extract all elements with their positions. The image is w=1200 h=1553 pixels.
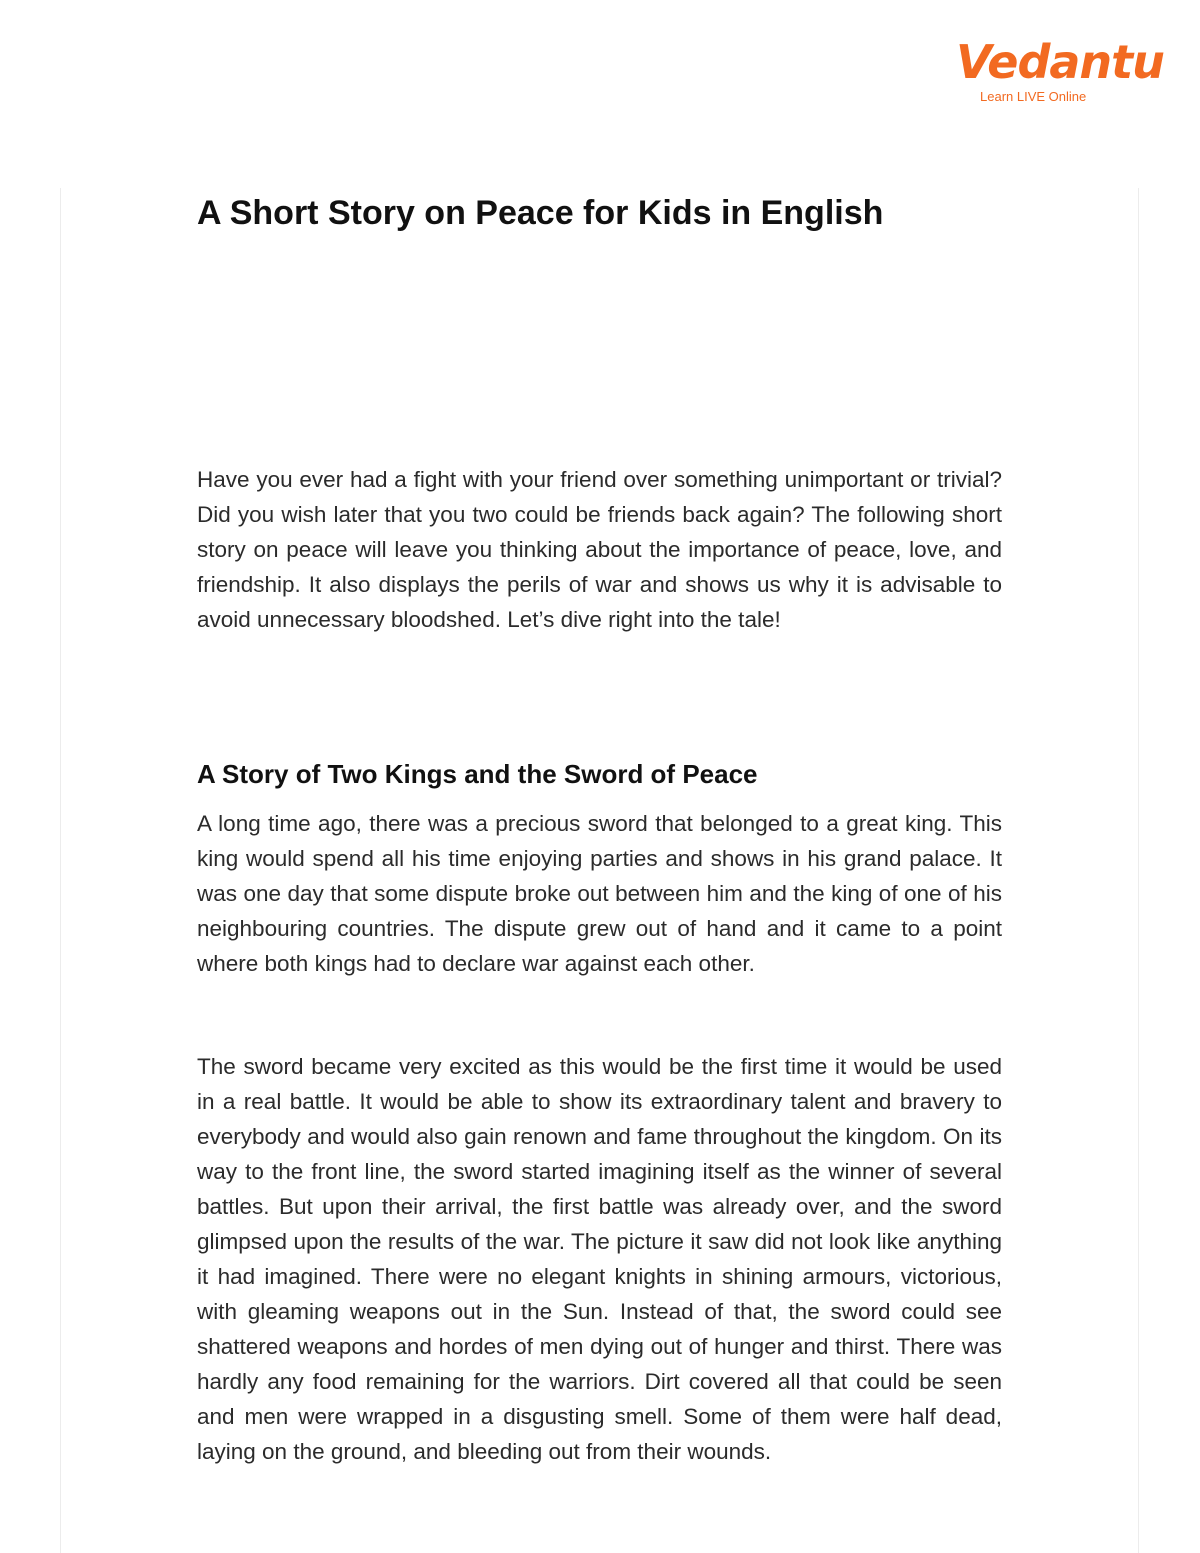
brand-name: Vedantu	[956, 35, 1164, 89]
page-border-right	[1138, 188, 1139, 1553]
brand-tagline: Learn LIVE Online	[980, 89, 1087, 104]
section-heading: A Story of Two Kings and the Sword of Peace	[197, 759, 758, 789]
page-border-left	[60, 188, 61, 1553]
story-paragraph: A long time ago, there was a precious sword that belonged to a great king. This king would spend all his time enjoying parties and shows in his grand palace. It was one day that some dispute broke out between him and the king of one of his neighbouring countries. The dispute grew out of hand and it came to a point where both kings had to declare war against each other.	[197, 811, 1002, 976]
story-paragraph: The sword became very excited as this would be the first time it would be used in a real battle. It would be able to show its extraordinary talent and bravery to everybody and would also gain renown and fame throughout the kingdom. On its way to the front line, the sword started imagining itself as the winner of several battles. But upon their arrival, the first battle was already over, and the sword glimpsed upon the results of the war. The picture it saw did not look like anything it had imagined. There were no elegant knights in shining armours, victorious, with gleaming weapons out in the Sun. Instead of that, the sword could see shattered weapons and hordes of men dying out of hunger and thirst. There was hardly any food remaining for the warriors. Dirt covered all that could be seen and men were wrapped in a disgusting smell. Some of them were half dead, laying on the ground, and bleeding out from their wounds.	[197, 1054, 1002, 1464]
brand-logo	[956, 34, 1164, 108]
page-title: A Short Story on Peace for Kids in English	[197, 194, 884, 232]
intro-paragraph: Have you ever had a fight with your friend over something unimportant or trivial? Did you wish later that you two could be friends back again? The following short story on peace will leave you thinking about the importance of peace, love, and friendship. It also displays the perils of war and shows us why it is advisable to avoid unnecessary bloodshed. Let’s dive right into the tale!	[197, 467, 1002, 632]
